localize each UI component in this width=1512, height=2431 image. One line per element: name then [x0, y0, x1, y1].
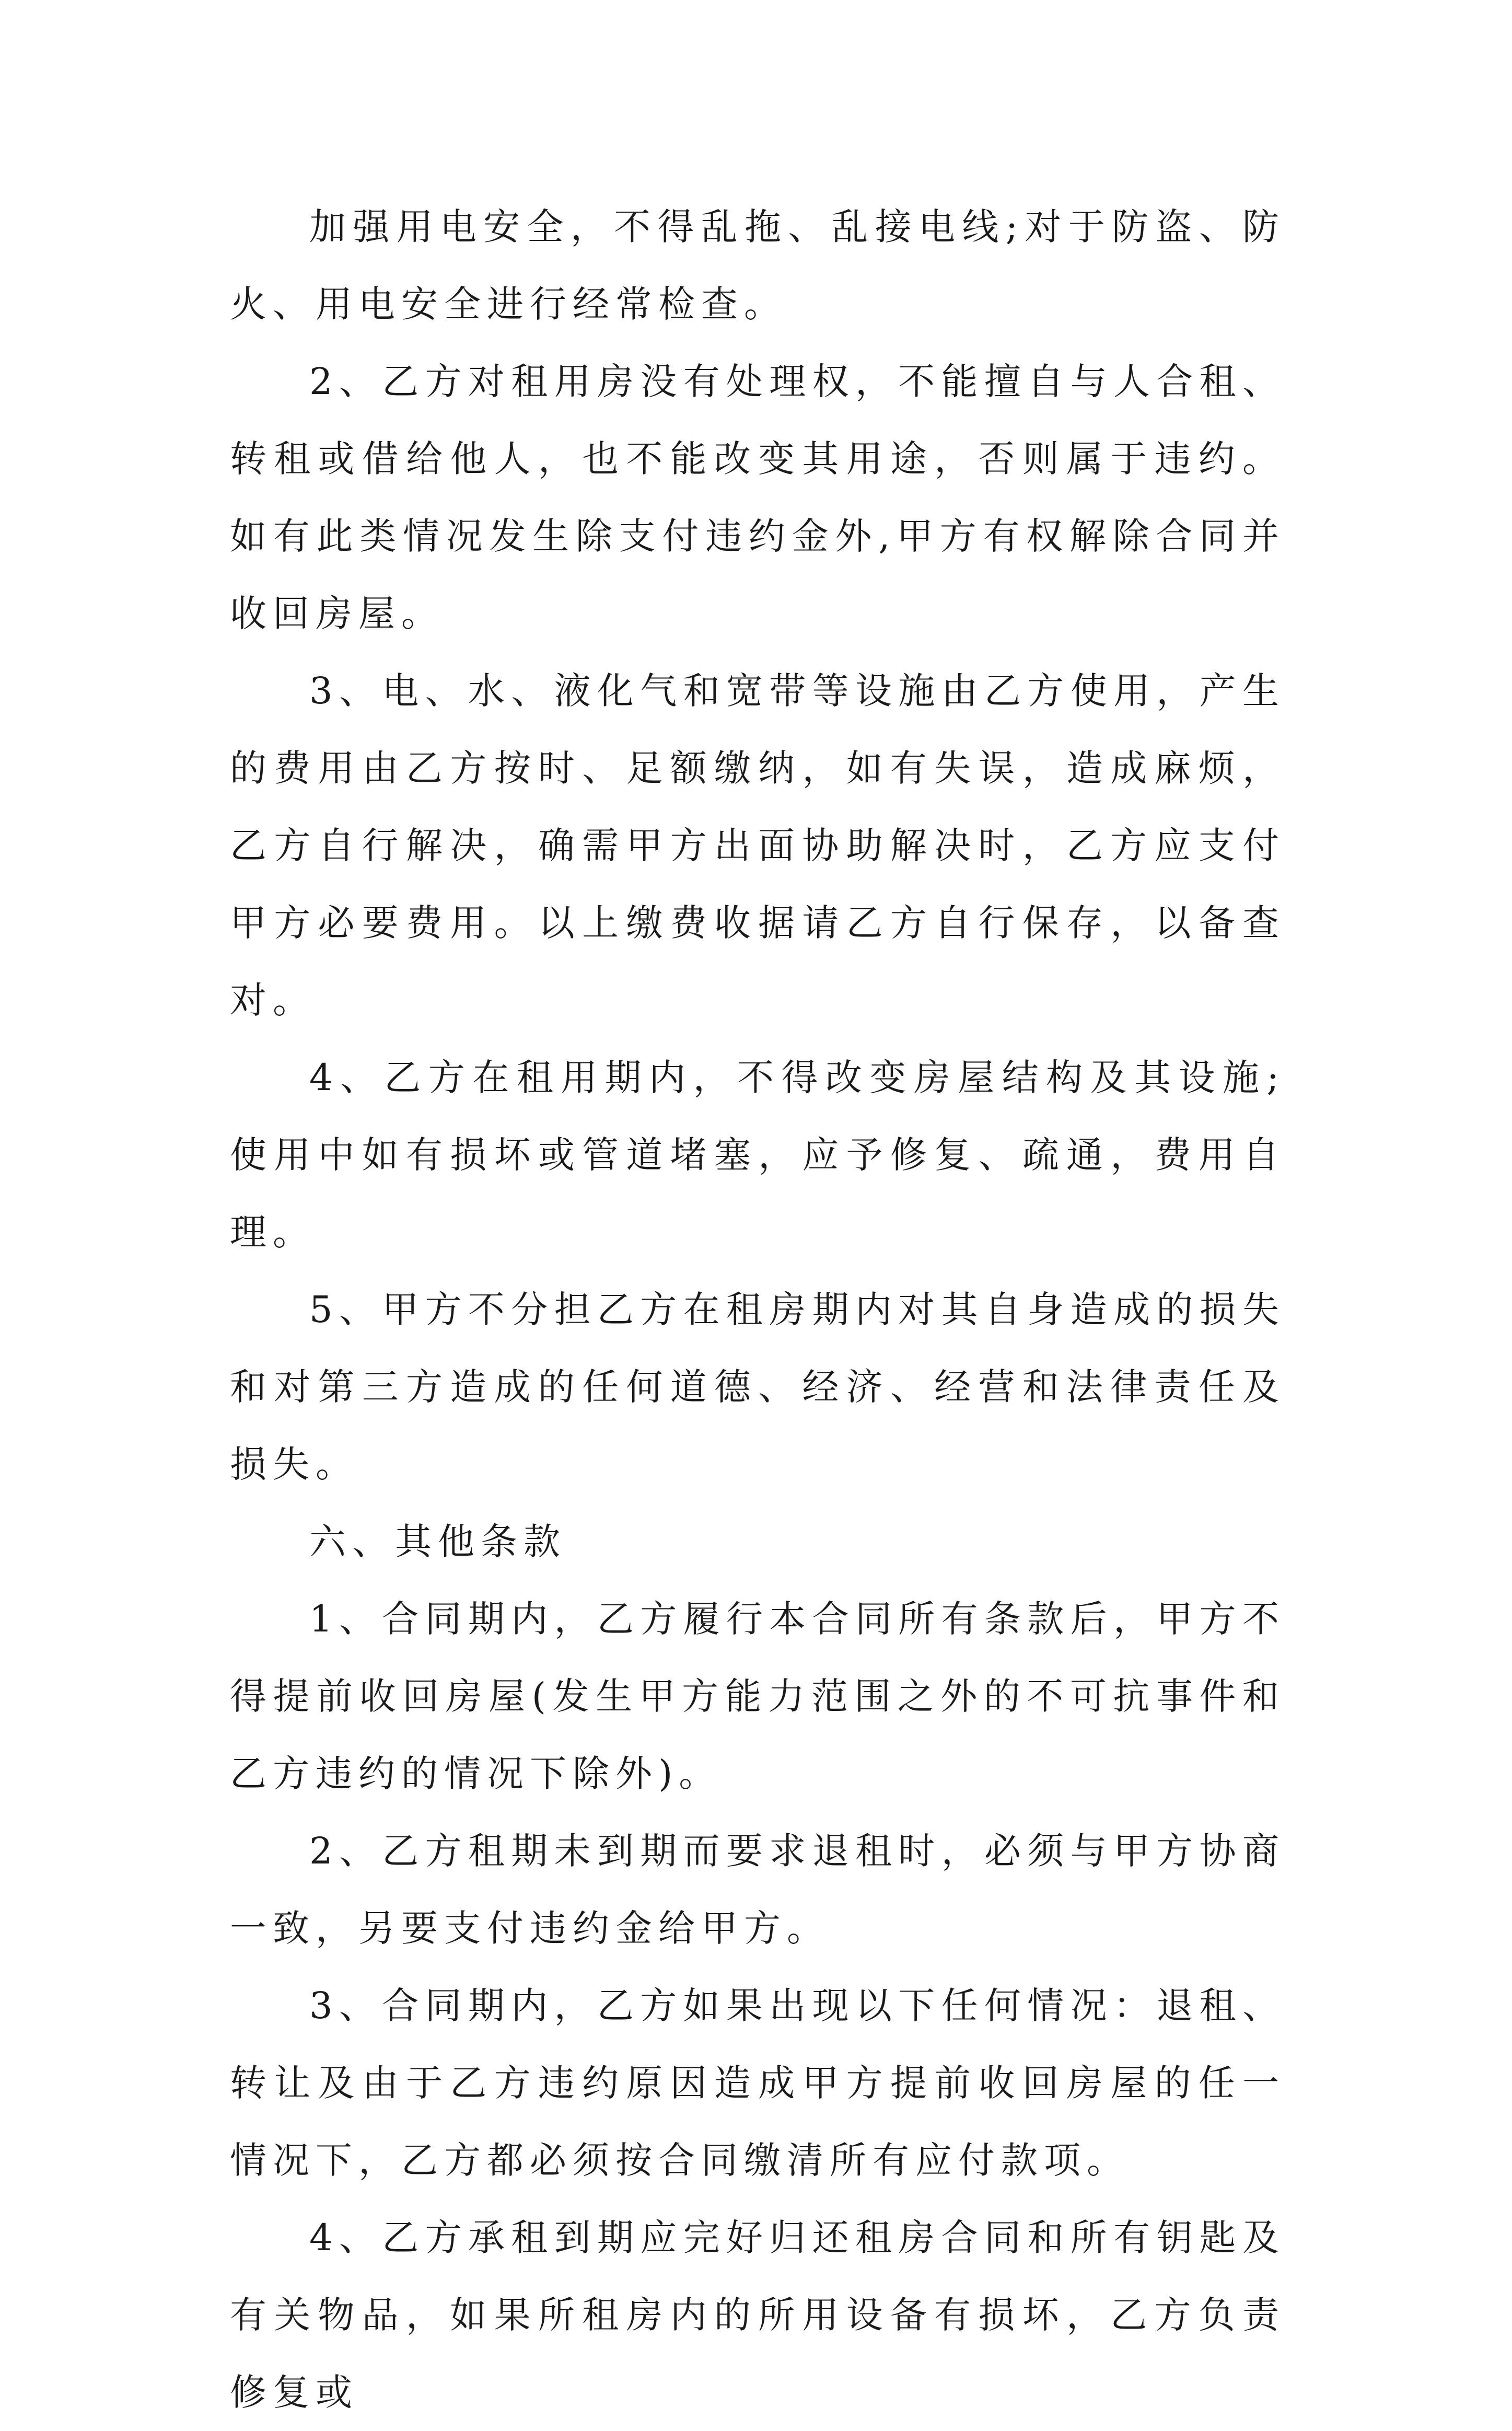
paragraph-clause-5-2: 2、乙方对租用房没有处理权，不能擅自与人合租、转租或借给他人，也不能改变其用途，否则属于违约。如有此类情况发生除支付违约金外,甲方有权解除合同并收回房屋。: [230, 360, 1285, 635]
document-body: [230, 188, 1285, 2431]
paragraph-electric-safety: 加强用电安全，不得乱拖、乱接电线;对于防盗、防火、用电安全进行经常检查。: [230, 205, 1285, 326]
paragraph-clause-5-4: 4、乙方在租用期内，不得改变房屋结构及其设施;使用中如有损坏或管道堵塞，应予修复、疏通，费用自理。: [230, 1056, 1285, 1254]
paragraph-clause-6-3: 3、合同期内，乙方如果出现以下任何情况：退租、转让及由于乙方违约原因造成甲方提前收回房屋的任一情况下，乙方都必须按合同缴清所有应付款项。: [230, 1984, 1285, 2182]
paragraph-clause-6-2: 2、乙方租期未到期而要求退租时，必须与甲方协商一致，另要支付违约金给甲方。: [230, 1830, 1285, 1950]
paragraph-clause-5-5: 5、甲方不分担乙方在租房期内对其自身造成的损失和对第三方造成的任何道德、经济、经营和法律责任及损失。: [230, 1288, 1285, 1486]
paragraph-clause-6-4: 4、乙方承租到期应完好归还租房合同和所有钥匙及有关物品，如果所租房内的所用设备有损坏，乙方负责修复或: [230, 2216, 1285, 2414]
section-heading-other-terms: 六、其他条款: [309, 1520, 566, 1563]
paragraph-clause-5-3: 3、电、水、液化气和宽带等设施由乙方使用，产生的费用由乙方按时、足额缴纳，如有失误，造成麻烦，乙方自行解决，确需甲方出面协助解决时，乙方应支付甲方必要费用。以上缴费收据请乙方自行保存，以备查对。: [230, 669, 1285, 1022]
paragraph-clause-6-1: 1、合同期内，乙方履行本合同所有条款后，甲方不得提前收回房屋(发生甲方能力范围之外的不可抗事件和乙方违约的情况下除外)。: [230, 1597, 1285, 1795]
